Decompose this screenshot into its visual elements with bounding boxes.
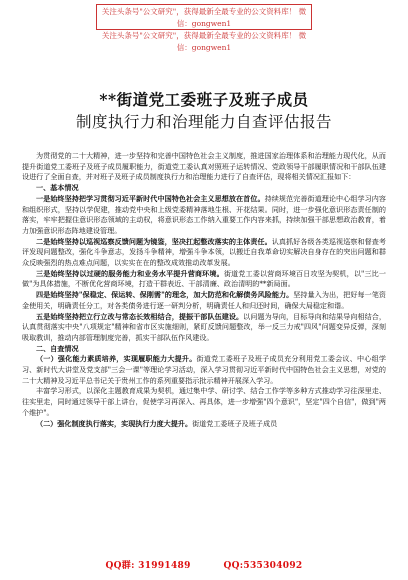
paragraph: 五是始终坚持把立行立改与常态长效相结合，提振干部队伍建设。以问题为导向，目标导向和结果导向相结合，认真贯彻落实中央"八项规定"精神和省市区实施细则，紧盯反馈问题整改，举一反三力戒"四风"问题变异反弹，深刻吸取教训，推动内部管理制度完善，抓实干部队伍作风建设。 (22, 311, 386, 342)
document-title-line-2: 制度执行力和治理能力自查评估报告 (75, 113, 332, 131)
footer-qq-group: QQ群: 31991489 (105, 561, 191, 571)
banner-line-2: 关注头条号"公文研究"，获得最新全最专业的公文资料库！ 微信：gongwen1 (101, 31, 307, 52)
lead-sentence: 二是始终坚持以巡视巡察反馈问题为镜鉴，坚决扛起整改落实的主体责任。 (36, 236, 272, 246)
paragraph: 四是始终坚持"保稳定、保运转、保刚需"的理念，加大防范和化解债务风险能力。坚持量入为出，把好每一笔资金使用关，明确责任分工，对各类债务进行逐一研判分析，明确责任人和归还时间，确保大局稳定和谐。 (22, 290, 387, 310)
footer-qq-id: QQ:535304092 (223, 561, 303, 571)
document-body (22, 151, 386, 429)
paragraph: （二）强化制度执行落实，实现执行力度大提升。街道党工委班子及班子成员 (36, 418, 278, 428)
paragraph: 三是始终坚持以过硬的服务能力和业务水平提升营商环境。街道党工委以营商环境百日攻坚为契机，以"三比一做"为具体措施，不断优化营商环境，打造干群表近、干部清廉、政治清明的**新局面。 (22, 268, 386, 289)
document-title-line-1: **街道党工委班子及班子成员 (99, 90, 309, 109)
footer-contact (0, 558, 408, 571)
banner-line-1: 关注头条号"公文研究"，获得最新全最专业的公文资料库！ 微信：gongwen1 (101, 7, 307, 28)
lead-sentence: （二）强化制度执行落实，实现执行力度大提升。 (36, 418, 193, 428)
paragraph: 丰富学习形式，以深化主题教育成果为契机，通过集中学、研讨学、结合工作学等多种方式推动学习往深里走、往实里走，同时通过领导干部上讲台，促使学习再深入、再具体，进一步增强"四个意识"，坚定"四个自信"，做到"两个维护"。 (22, 386, 386, 417)
lead-sentence: 四是始终坚持"保稳定、保运转、保刚需"的理念，加大防范和化解债务风险能力。 (36, 290, 294, 300)
paragraph: 二是始终坚持以巡视巡察反馈问题为镜鉴，坚决扛起整改落实的主体责任。认真抓好各级各类巡视巡察和督查考评发现问题整改，强化斗争意志，发扬斗争精神，增强斗争本领，以搬迁自我革命切实解决自身存在的突出问题和群众反映强烈的热点难点问题，以实实在在的整改成效推动改革发展。 (22, 236, 387, 268)
section-heading: 一、基本情况 (36, 183, 79, 193)
paragraph: （一）强化能力素质培养，实现履职能力大提升。街道党工委班子及班子成员充分利用党工委会议、中心组学习、新时代大讲堂及党支部"三会一课"等理论学习活动，深入学习贯彻习近平新时代中国特色社会主义思想，对党的二十大精神及习近平总书记关于贵州工作的系列重要指示批示精神开展深入学习。 (22, 354, 387, 385)
lead-sentence: （一）强化能力素质培养，实现履职能力大提升。 (36, 354, 197, 364)
lead-sentence: 五是始终坚持把立行立改与常态长效相结合，提振干部队伍建设。 (36, 311, 244, 321)
section-heading: 二、自查情况 (36, 343, 79, 353)
header-banner (96, 4, 312, 52)
lead-sentence: 一是始终坚持把学习贯彻习近平新时代中国特色社会主义思想放在首位。 (36, 193, 265, 203)
paragraph: 一是始终坚持把学习贯彻习近平新时代中国特色社会主义思想放在首位。持续规范完善街道理论中心组学习内容和组织形式，坚持以学促建，推动党中央和上级党委精神落地生根、开花结果。同时，进一步强化意识形态责任制的落实，牢牢把握住意识形态领域的主动权，将意识形态工作纳入重要工作内容来抓，持续加强干部思想政治教育，着力加强意识形态阵地建设管理。 (22, 193, 387, 235)
lead-sentence: 三是始终坚持以过硬的服务能力和业务水平提升营商环境。 (36, 268, 224, 278)
paragraph: 为贯彻党的二十大精神，进一步坚持和完善中国特色社会主义制度，推进国家治理体系和治理能力现代化，从而提升街道党工委班子及班子成员履职能力，街道党工委认真对照班子运转情况、党政领导干部履职情况和干部队伍建设进行了全面自查，并对班子及班子成员制度执行力和治理能力进行了自查评估，现将相关情况汇报如下： (22, 151, 386, 182)
